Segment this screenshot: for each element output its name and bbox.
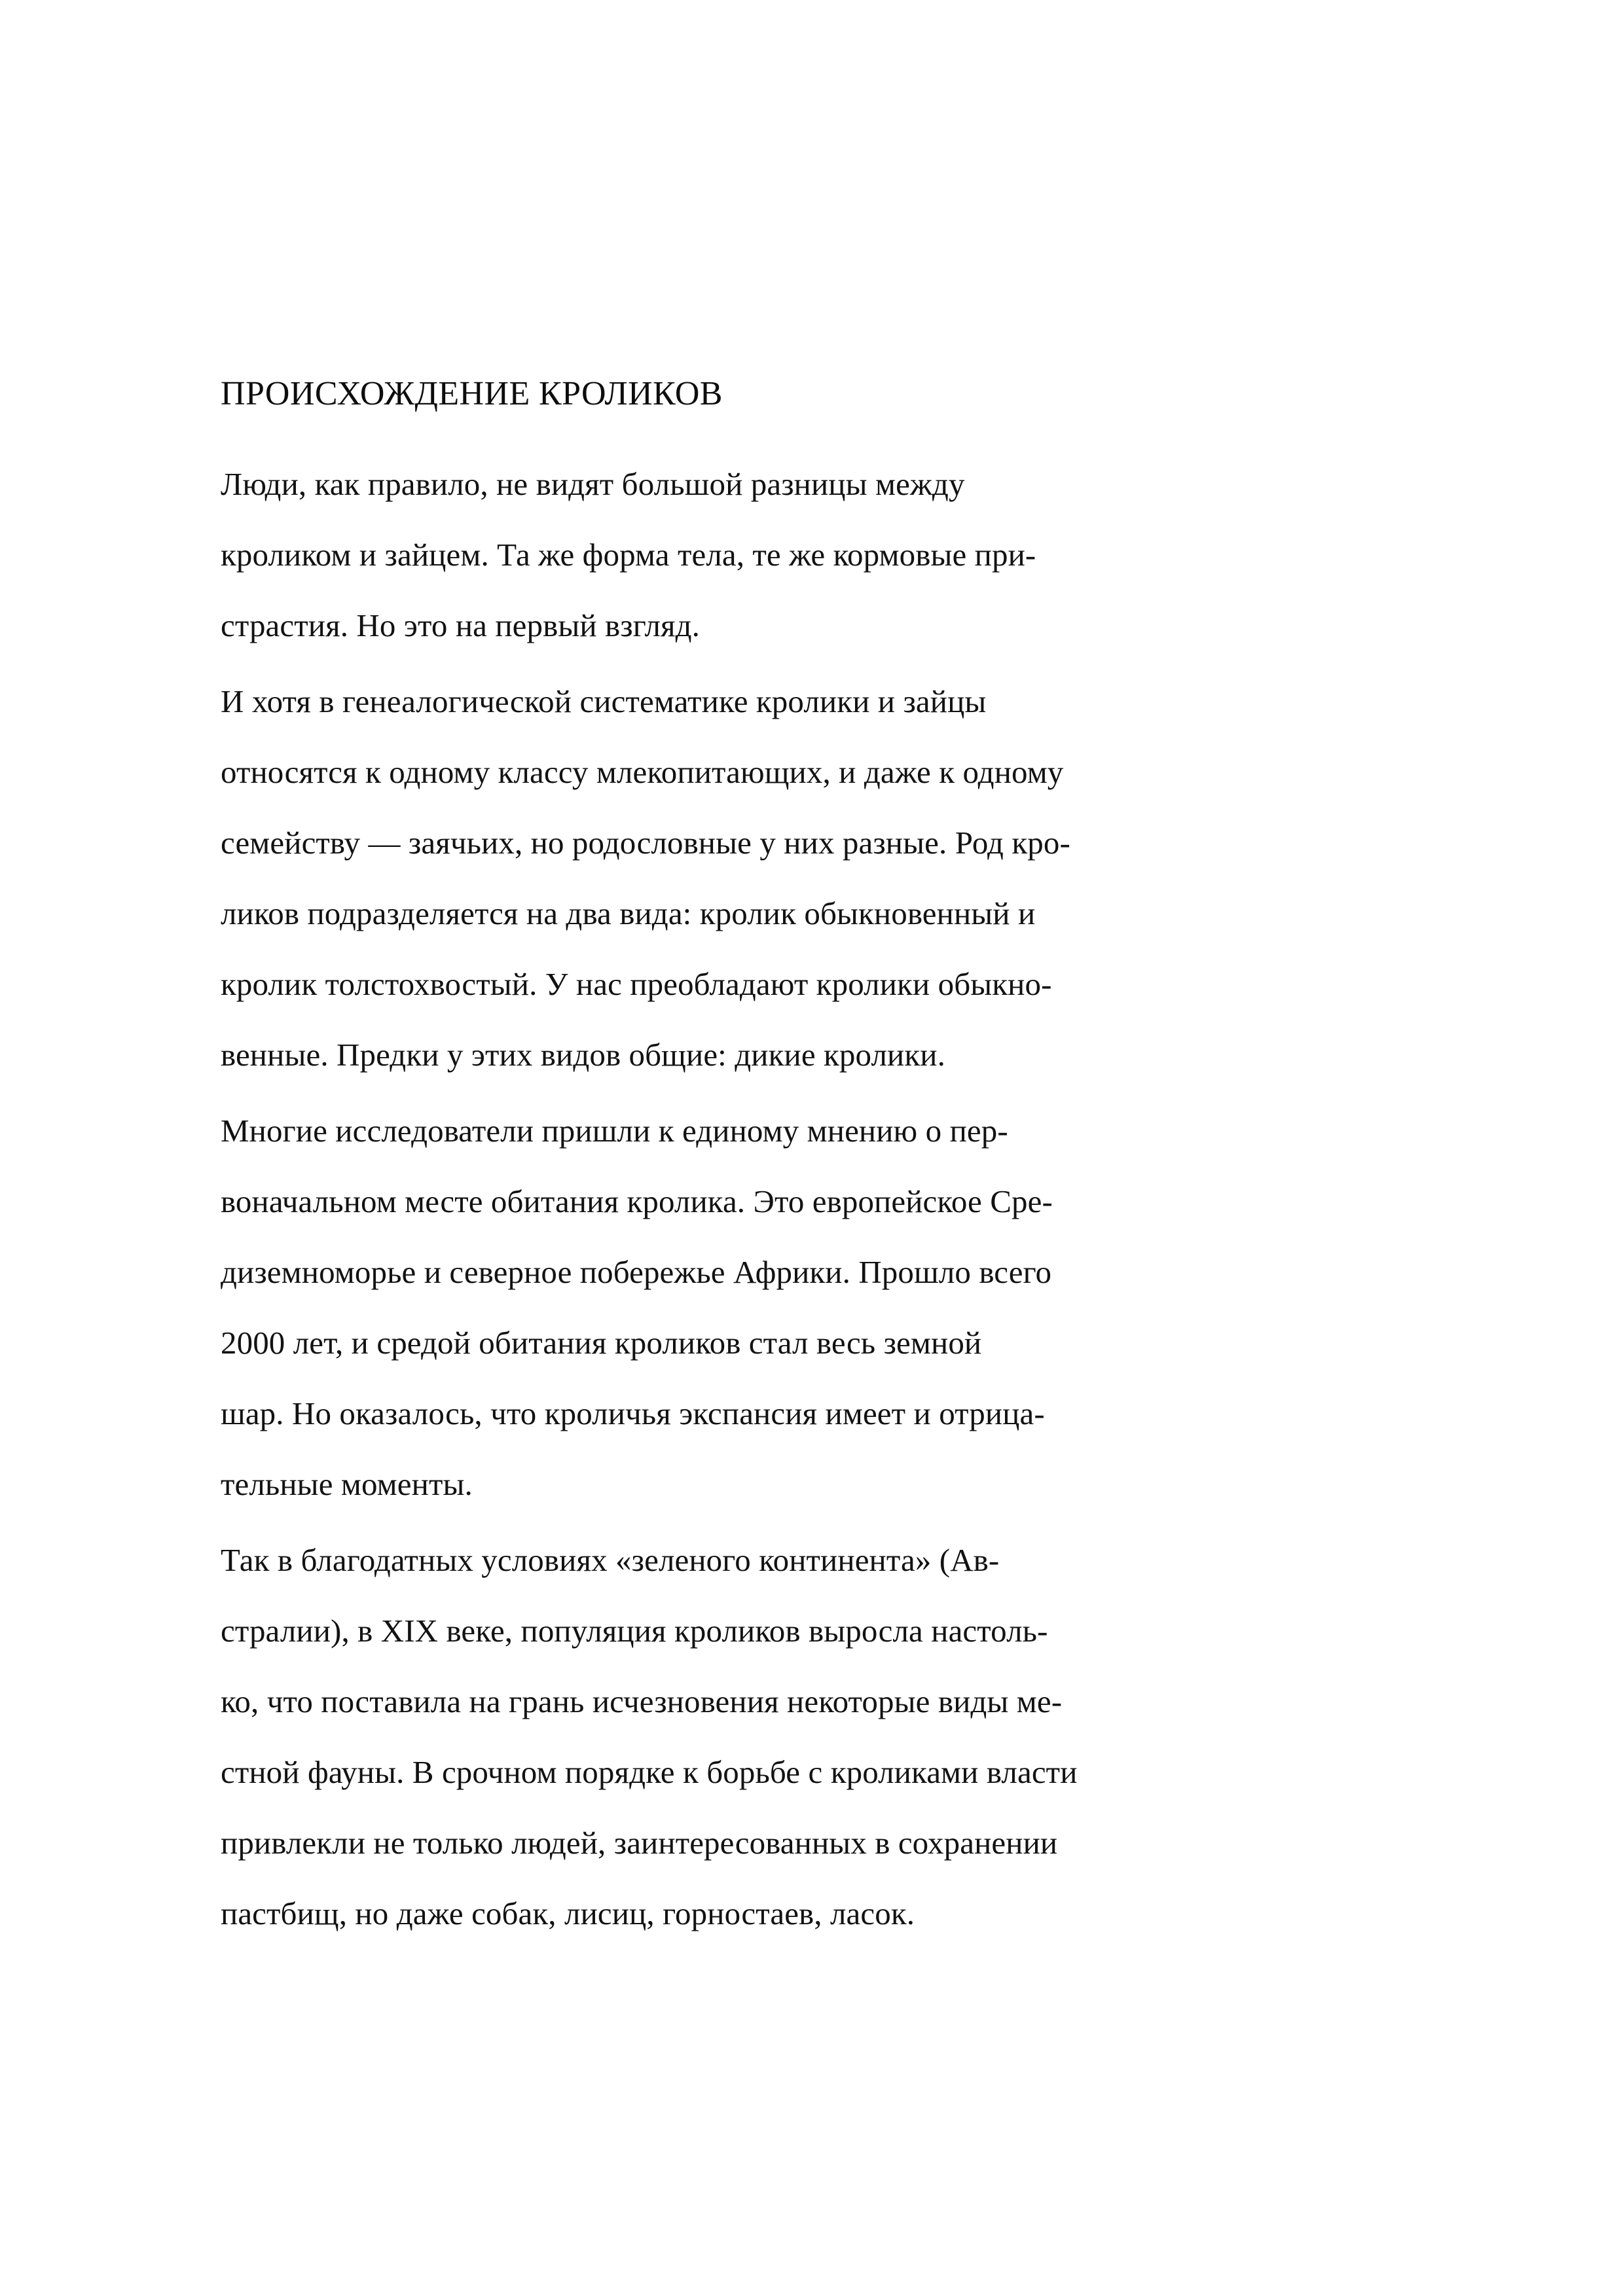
paragraph-3 [221, 1096, 1281, 1520]
text-line: ко, что поставила на грань исчезновения некоторые виды ме- [221, 1683, 1063, 1719]
text-line: 2000 лет, и средой обитания кроликов стал весь земной [221, 1325, 982, 1361]
text-line: Многие исследователи пришли к единому мнению о пер- [221, 1113, 1008, 1149]
text-line: диземноморье и северное побережье Африки. Прошло всего [221, 1254, 1052, 1290]
text-line: Так в благодатных условиях «зеленого континента» (Ав- [221, 1542, 1000, 1578]
paragraph-1 [221, 449, 1281, 661]
text-line: стралии), в XIX веке, популяция кроликов выросла настоль- [221, 1613, 1048, 1649]
text-line: семейству — заячьих, но родословные у них разные. Род кро- [221, 825, 1070, 861]
text-line: страстия. Но это на первый взгляд. [221, 607, 701, 643]
text-line: ликов подразделяется на два вида: кролик обыкновенный и [221, 895, 1036, 931]
text-line: кролик толстохвостый. У нас преобладают кролики обыкно- [221, 966, 1052, 1002]
paragraph-2 [221, 666, 1281, 1090]
text-line: И хотя в генеалогической систематике кролики и зайцы [221, 683, 987, 719]
text-line: пастбищ, но даже собак, лисиц, горностаев, ласок. [221, 1895, 915, 1931]
text-line: кроликом и зайцем. Та же форма тела, те же кормовые при- [221, 537, 1036, 573]
text-line: привлекли не только людей, заинтересованных в сохранении [221, 1825, 1058, 1861]
text-line: Люди, как правило, не видят большой разницы между [221, 466, 965, 502]
paragraph-4 [221, 1525, 1281, 1949]
text-line: венные. Предки у этих видов общие: дикие кролики. [221, 1037, 945, 1073]
document-body [221, 377, 1281, 1954]
text-line: относятся к одному классу млекопитающих, и даже к одному [221, 754, 1064, 790]
text-line: шар. Но оказалось, что кроличья экспансия имеет и отрица- [221, 1395, 1045, 1431]
text-line: воначальном месте обитания кролика. Это европейское Сре- [221, 1183, 1053, 1219]
text-line: стной фауны. В срочном порядке к борьбе с кроликами власти [221, 1754, 1078, 1790]
text-line: тельные моменты. [221, 1466, 473, 1502]
page-title: ПРОИСХОЖДЕНИЕ КРОЛИКОВ [221, 375, 723, 412]
